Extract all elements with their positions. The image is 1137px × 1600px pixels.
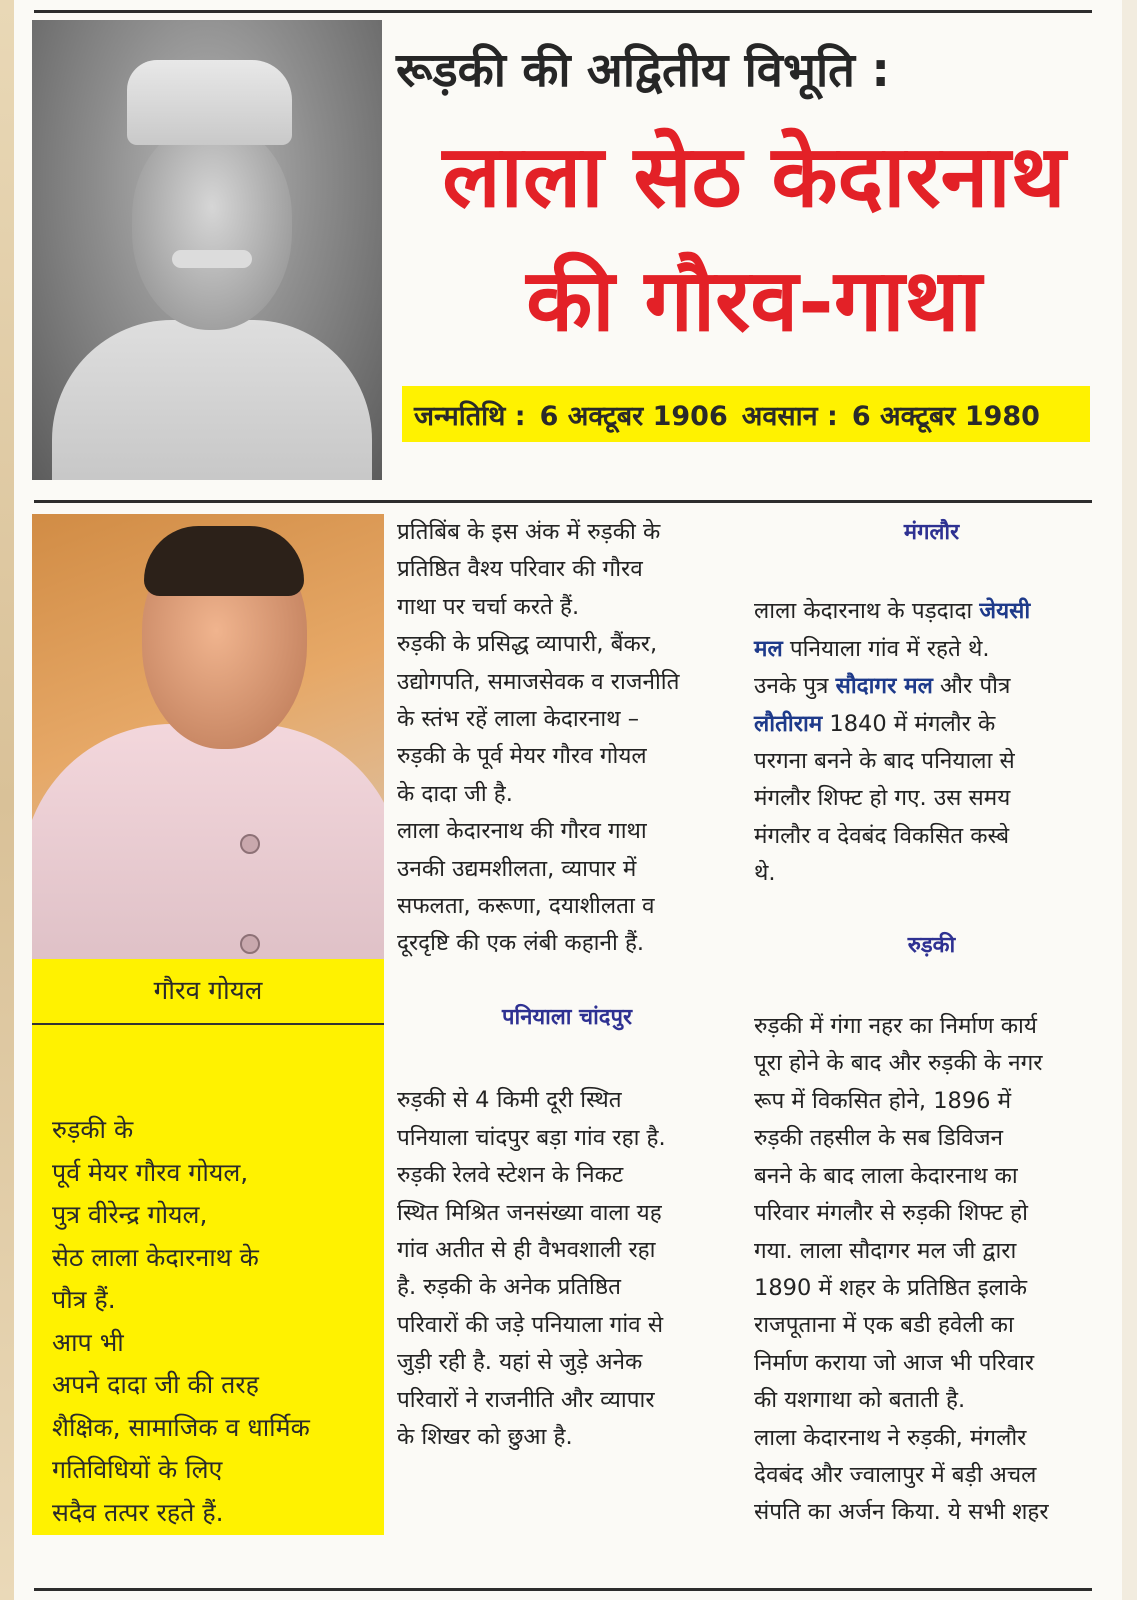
body-line: रुड़की तहसील के सब डिविजन <box>754 1125 1003 1152</box>
intro-line: प्रतिबिंब के इस अंक में रुड़की के <box>397 519 661 545</box>
body-line: परगना बनने के बाद पनियाला से <box>754 748 1015 775</box>
intro-line: के दादा जी है. <box>397 780 513 807</box>
top-rule <box>34 10 1092 13</box>
headline-line-1: लाला सेठ केदारनाथ <box>442 126 1066 227</box>
intro-line: दूरदृष्टि की एक लंबी कहानी हैं. <box>397 930 645 957</box>
article-headline <box>394 115 1114 363</box>
subhead-paniyala: पनियाला चांदपुर <box>502 1004 632 1030</box>
intro-line: के स्तंभ रहें लाला केदारनाथ – <box>397 706 639 733</box>
sidebar-line: अपने दादा जी की तरह <box>52 1370 259 1399</box>
headline-line-2: की गौरव-गाथा <box>526 250 982 351</box>
name-highlight: जेयसी <box>979 598 1031 625</box>
body-line: परिवार मंगलौर से रुड़की शिफ्ट हो <box>754 1200 1028 1227</box>
subhead-manglaur: मंगलौर <box>903 520 960 545</box>
body-line: जुड़ी रही है. यहां से जुड़े अनेक <box>397 1349 643 1376</box>
body-line: पनियाला चांदपुर बड़ा गांव रहा है. <box>397 1124 666 1151</box>
intro-line: सफलता, करूणा, दयाशीलता व <box>397 893 655 920</box>
body-line: मल पनियाला गांव में रहते थे. <box>754 635 990 662</box>
sidebar-line: सेठ लाला केदारनाथ के <box>52 1242 259 1272</box>
bottom-rule <box>34 1588 1092 1591</box>
intro-line: उद्योगपति, समाजसेवक व राजनीति <box>397 668 680 695</box>
page-edge <box>0 0 14 1600</box>
newspaper-page <box>14 0 1122 1600</box>
section-rule <box>34 500 1092 503</box>
body-line: पूरा होने के बाद और रुड़की के नगर <box>754 1050 1043 1077</box>
body-line: गांव अतीत से ही वैभवशाली रहा <box>397 1236 656 1263</box>
death-label: अवसान : <box>741 400 838 432</box>
body-line: रुड़की में गंगा नहर का निर्माण कार्य <box>754 1013 1037 1040</box>
name-highlight: लौतीराम <box>754 710 823 737</box>
intro-line: रुड़की के प्रसिद्ध व्यापारी, बैंकर, <box>397 631 658 658</box>
sidebar-box <box>32 959 384 1535</box>
body-line: रुड़की से 4 किमी दूरी स्थित <box>397 1087 622 1114</box>
birth-label: जन्मतिथि : <box>414 400 526 432</box>
sidebar-line: रुड़की के <box>52 1115 134 1144</box>
body-line: लाला केदारनाथ के पड़दादा जेयसी <box>754 598 1031 625</box>
sidebar-line: पौत्र हैं. <box>52 1285 116 1314</box>
sidebar-line: पुत्र वीरेन्द्र गोयल, <box>52 1200 208 1229</box>
column-3 <box>754 514 1109 1532</box>
death-value: 6 अक्टूबर 1980 <box>851 400 1040 432</box>
body-line: लाला केदारनाथ ने रुड़की, मंगलौर <box>754 1424 1027 1451</box>
body-line: निर्माण कराया जो आज भी परिवार <box>754 1349 1035 1376</box>
body-line: उनके पुत्र सौदागर मल और पौत्र <box>754 673 1011 700</box>
sidebar-text <box>52 1109 377 1534</box>
body-line: मंगलौर शिफ्ट हो गए. उस समय <box>754 785 1011 812</box>
body-line: के शिखर को छुआ है. <box>397 1423 573 1450</box>
body-line: राजपूताना में एक बडी हवेली का <box>754 1312 1014 1339</box>
portrait-gaurav-goyal-photo <box>32 514 384 959</box>
body-line: परिवारों ने राजनीति और व्यापार <box>397 1386 655 1413</box>
body-line: देवबंद और ज्वालापुर में बड़ी अचल <box>754 1461 1037 1488</box>
body-line: है. रुड़की के अनेक प्रतिष्ठित <box>397 1274 621 1301</box>
body-line: रुड़की रेलवे स्टेशन के निकट <box>397 1162 624 1189</box>
body-line: मंगलौर व देवबंद विकसित कस्बे <box>754 822 1010 849</box>
body-line: थे. <box>754 860 776 887</box>
intro-line: रुड़की के पूर्व मेयर गौरव गोयल <box>397 743 647 770</box>
caption-rule <box>32 1023 384 1025</box>
intro-line: लाला केदारनाथ की गौरव गाथा <box>397 818 647 845</box>
sidebar-line: गतिविधियों के लिए <box>52 1455 223 1484</box>
body-line: गया. लाला सौदागर मल जी द्वारा <box>754 1237 1017 1264</box>
body-line: बनने के बाद लाला केदारनाथ का <box>754 1162 1018 1189</box>
name-highlight: सौदागर मल <box>835 673 933 700</box>
body-line: लौतीराम 1840 में मंगलौर के <box>754 710 996 737</box>
body-line: स्थित मिश्रित जनसंख्या वाला यह <box>397 1199 662 1226</box>
article-kicker: रूड़की की अद्वितीय विभूति : <box>396 43 891 98</box>
sidebar-line: सदैव तत्पर रहते हैं. <box>52 1497 224 1527</box>
sidebar-line: पूर्व मेयर गौरव गोयल, <box>52 1157 249 1187</box>
intro-line: प्रतिष्ठित वैश्य परिवार की गौरव <box>397 556 643 583</box>
birth-value: 6 अक्टूबर 1906 <box>539 400 728 432</box>
sidebar-line: शैक्षिक, सामाजिक व धार्मिक <box>52 1412 310 1442</box>
portrait-kedarnath-photo <box>32 20 382 480</box>
column-2 <box>397 514 737 1456</box>
body-line: की यशगाथा को बताती है. <box>754 1387 966 1414</box>
dates-bar <box>402 386 1090 442</box>
body-line: रूप में विकसित होने, 1896 में <box>754 1087 1012 1114</box>
intro-line: उनकी उद्यमशीलता, व्यापार में <box>397 855 637 882</box>
photo-caption: गौरव गोयल <box>153 976 263 1006</box>
body-line: संपति का अर्जन किया. ये सभी शहर <box>754 1499 1049 1526</box>
intro-line: गाथा पर चर्चा करते हैं. <box>397 593 580 620</box>
body-line: परिवारों की जड़े पनियाला गांव से <box>397 1311 664 1338</box>
name-highlight: मल <box>754 635 783 662</box>
sidebar-line: आप भी <box>52 1327 124 1357</box>
body-line: 1890 में शहर के प्रतिष्ठित इलाके <box>754 1274 1027 1301</box>
subhead-roorkee: रुड़की <box>907 932 956 958</box>
